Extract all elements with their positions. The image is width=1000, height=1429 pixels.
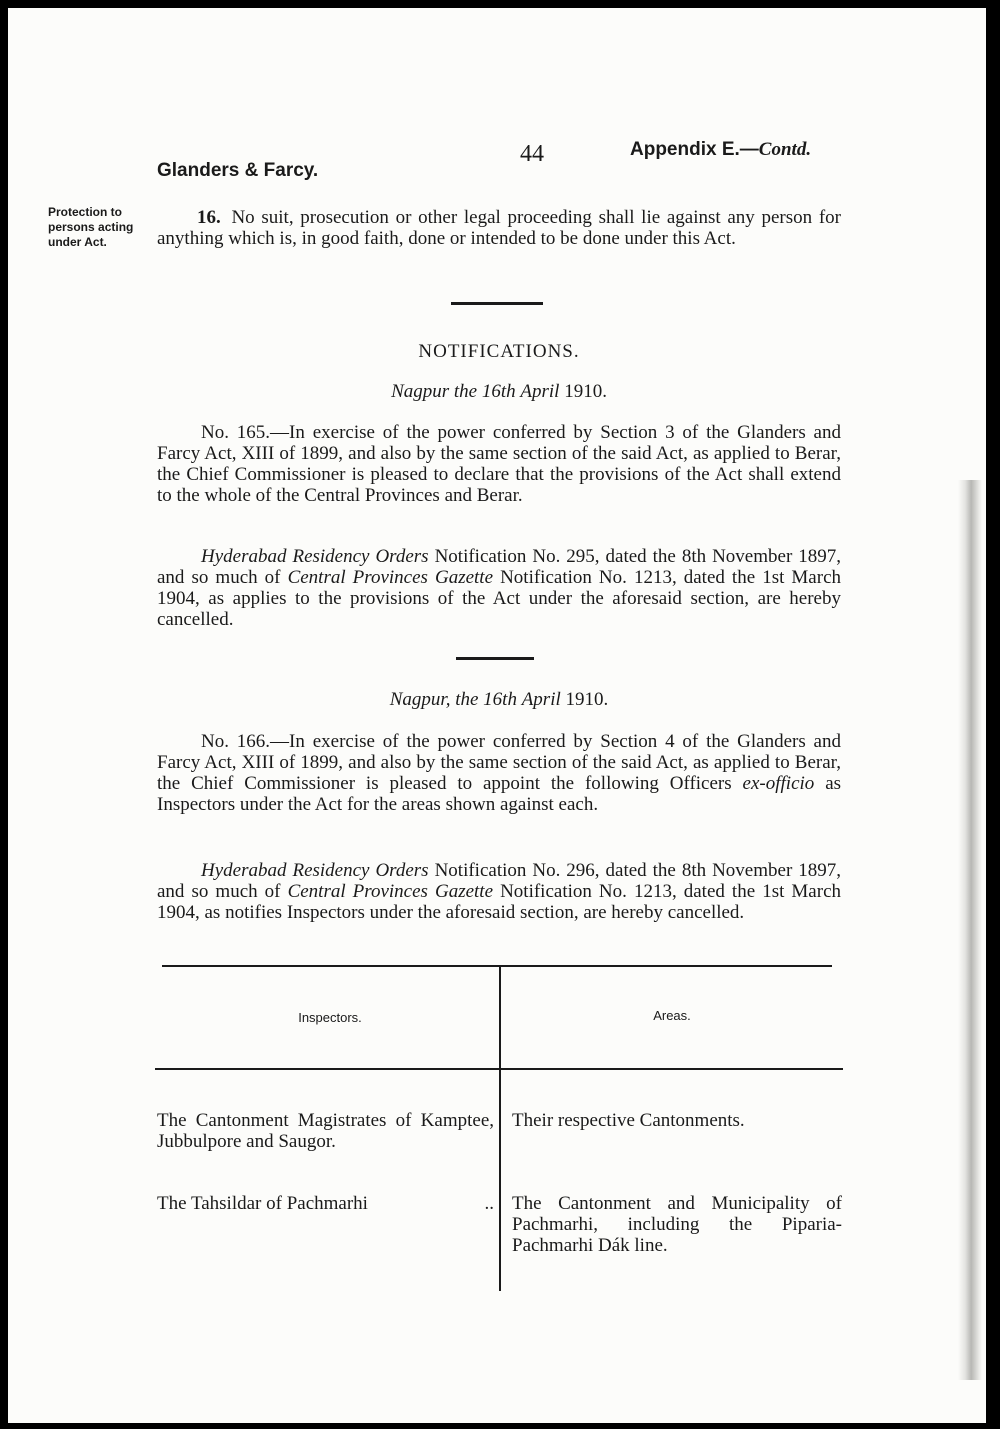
n166-text-2: as Inspectors under the Act for the areas shown against each. bbox=[157, 773, 842, 815]
appendix-contd: Contd. bbox=[758, 139, 812, 160]
table-row-2-inspector: The Tahsildar of Pachmarhi bbox=[157, 1193, 368, 1214]
gazette-title: Central Provinces Gazette bbox=[287, 567, 494, 588]
dateline-1-place: Nagpur the bbox=[391, 381, 478, 402]
gazette-title: Central Provinces Gazette bbox=[287, 881, 494, 902]
scan-border-bottom bbox=[0, 1423, 1000, 1429]
dateline-2-place: Nagpur bbox=[389, 689, 446, 710]
scan-border-top bbox=[0, 0, 1000, 8]
column-header-inspectors: Inspectors. bbox=[298, 1010, 362, 1025]
scan-border-right bbox=[986, 0, 1000, 1429]
page-binding-shadow bbox=[958, 480, 982, 1380]
appendix-heading bbox=[630, 139, 811, 161]
margin-note: Protection to persons acting under Act. bbox=[48, 205, 134, 249]
dateline-2-month: April bbox=[521, 689, 561, 710]
section-16-paragraph bbox=[157, 207, 841, 249]
cancel-text-1: Notification No. 296, dated the 8th November 1897, and so much of bbox=[157, 860, 842, 902]
dateline-2-comma: , the bbox=[445, 689, 479, 710]
appendix-label: Appendix E.— bbox=[630, 139, 759, 160]
table-row-1-inspector: The Cantonment Magistrates of Kamptee, Jubbulpore and Saugor. bbox=[157, 1110, 494, 1152]
section-16-text: No suit, prosecution or other legal proceeding shall lie against any person for anything which is, in good faith, done or intended to be done under this Act. bbox=[157, 207, 842, 249]
divider-rule bbox=[451, 302, 543, 305]
dateline-1 bbox=[157, 381, 841, 403]
table-row-2-area: The Cantonment and Municipality of Pachmarhi, including the Piparia-Pachmarhi Dák line. bbox=[512, 1193, 842, 1256]
scan-border-left bbox=[0, 0, 8, 1429]
notification-166-cancellation bbox=[157, 860, 841, 923]
dateline-1-month: April bbox=[520, 381, 560, 402]
table-row-1-area: Their respective Cantonments. bbox=[512, 1110, 745, 1131]
dateline-1-day: 16th bbox=[481, 381, 516, 402]
n166-text-1: No. 166.—In exercise of the power conferred by Section 4 of the Glanders and Farcy Act, XIII of 1899, and also by the same section of the said Act, as applied to Berar, the Chief Commissioner is pleased to appoint the following Officers bbox=[157, 731, 841, 794]
ex-officio: ex-officio bbox=[742, 773, 815, 794]
running-title: Glanders & Farcy. bbox=[157, 160, 319, 181]
table-row-2-leader: .. bbox=[484, 1193, 494, 1214]
notifications-heading: NOTIFICATIONS. bbox=[418, 341, 580, 362]
cancel-text-2: Notification No. 1213, dated the 1st March 1904, as notifies Inspectors under the aforesaid section, are hereby cancelled. bbox=[157, 881, 841, 923]
notification-166-text bbox=[157, 731, 841, 815]
notification-165-cancellation bbox=[157, 546, 841, 630]
cancel-text-2: Notification No. 1213, dated the 1st March 1904, as applies to the provisions of the Act under the aforesaid section, are hereby cancelled. bbox=[157, 567, 841, 630]
dateline-2-day: 16th bbox=[483, 689, 517, 710]
cancel-text-1: Notification No. 295, dated the 8th November 1897, and so much of bbox=[157, 546, 842, 588]
divider-rule bbox=[456, 657, 534, 660]
orders-title: Hyderabad Residency Orders bbox=[201, 860, 429, 881]
column-header-areas: Areas. bbox=[653, 1008, 691, 1023]
page-number: 44 bbox=[520, 141, 544, 167]
dateline-2 bbox=[157, 689, 841, 711]
table-top-rule bbox=[162, 965, 832, 967]
section-number: 16. bbox=[197, 207, 221, 228]
notification-165-text: No. 165.—In exercise of the power conferred by Section 3 of the Glanders and Farcy Act, XIII of 1899, and also by the same section of the said Act, as applied to Berar, the Chief Commissioner is pleased to declare that the provisions of the Act shall extend to the whole of the Central Provinces and Berar. bbox=[157, 422, 841, 506]
dateline-2-year: 1910. bbox=[565, 689, 609, 710]
dateline-1-year: 1910. bbox=[564, 381, 607, 402]
orders-title: Hyderabad Residency Orders bbox=[201, 546, 429, 567]
